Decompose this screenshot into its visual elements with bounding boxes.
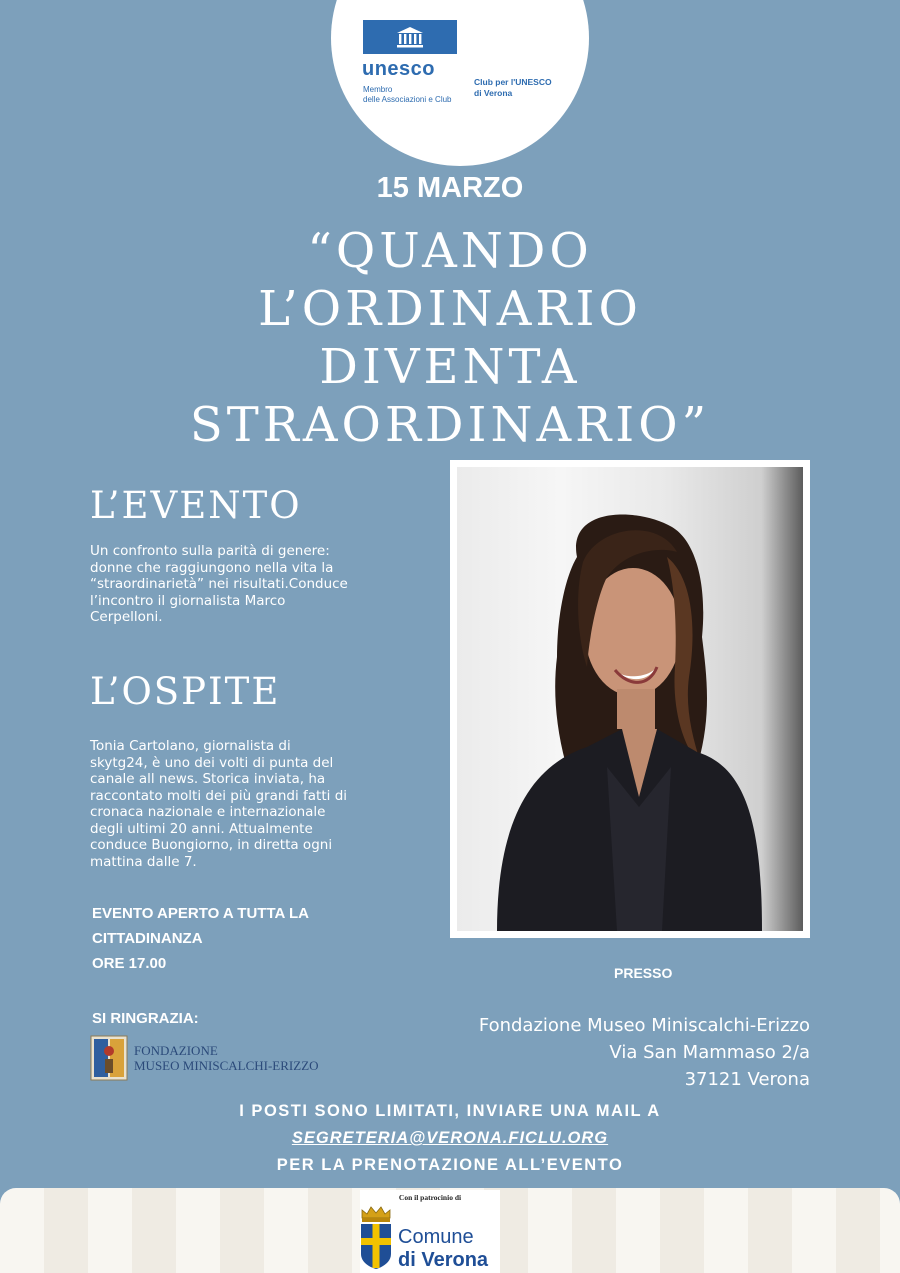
ospite-line: raccontato molti dei più grandi fatti di [90,787,348,804]
open-event-line: CITTADINANZA [92,930,203,947]
club-line: Club per l'UNESCO [474,77,552,87]
club-line: di Verona [474,88,513,98]
title-line: DIVENTA [319,339,581,395]
unesco-subtitle [363,85,452,105]
ospite-line: conduce Buongiorno, in diretta ogni [90,837,333,853]
event-time: ORE 17.00 [92,955,167,972]
evento-line: donne che raggiungono nella vita la [90,559,334,576]
fondazione-line: FONDAZIONE [134,1043,218,1058]
event-date: 15 MARZO [376,172,524,204]
ospite-line: cronaca nazionale e internazionale [90,804,326,820]
fondazione-crest-icon [90,1035,128,1081]
ospite-line: canale all news. Storica inviata, ha [90,771,326,787]
club-name [474,77,552,99]
fondazione-line: MUSEO MINISCALCHI-ERIZZO [134,1058,319,1073]
venue-label: PRESSO [614,965,673,981]
open-event-line: EVENTO APERTO A TUTTA LA [92,905,309,922]
event-title [0,222,900,454]
unesco-sub-line: delle Associazioni e Club [363,95,452,104]
booking-line: PER LA PRENOTAZIONE ALL’EVENTO [276,1156,624,1174]
thanks-label: SI RINGRAZIA: [92,1010,199,1027]
unesco-temple-icon [363,20,457,54]
evento-line: l’incontro il giornalista Marco [90,592,286,609]
venue-line: Fondazione Museo Miniscalchi-Erizzo [478,1015,810,1036]
guest-photo [457,467,803,931]
evento-description [90,543,395,626]
comune-di-verona-logo [398,1226,488,1272]
booking-email-link[interactable]: SEGRETERIA@VERONA.FICLU.ORG [291,1129,609,1147]
comune-line: Comune [398,1226,474,1248]
ospite-line: Tonia Cartolano, giornalista di [90,738,291,754]
title-line: STRAORDINARIO” [189,397,711,453]
ospite-description [90,738,395,870]
comune-line: di Verona [398,1249,489,1271]
venue-line: Via San Mammaso 2/a [609,1042,810,1063]
ospite-heading: L’OSPITE [90,670,281,713]
booking-info [0,1098,900,1179]
fondazione-logo [90,1033,330,1083]
venue-line: 37121 Verona [684,1069,810,1090]
ospite-line: mattina dalle 7. [90,853,197,870]
unesco-wordmark: unesco [362,58,436,80]
ospite-line: degli ultimi 20 anni. Attualmente [90,820,313,837]
title-line: “QUANDO [307,223,593,279]
evento-heading: L’EVENTO [90,484,302,527]
fondazione-logo-text [134,1043,319,1073]
ospite-line: skytg24, è uno dei volti di punta del [90,754,334,771]
evento-line: Un confronto sulla parità di genere: [90,543,330,559]
evento-line: “straordinarietà” nei risultati.Conduce [90,576,348,592]
patronage-label: Con il patrocinio di [398,1193,462,1202]
venue-address [479,1012,810,1093]
booking-line: I POSTI SONO LIMITATI, INVIARE UNA MAIL A [239,1102,661,1120]
guest-photo-frame [450,460,810,938]
title-line: L’ORDINARIO [258,281,642,337]
verona-crest-icon [359,1204,393,1273]
evento-line: Cerpelloni. [90,609,163,625]
open-event-info [92,901,309,976]
unesco-sub-line: Membro [363,85,393,94]
